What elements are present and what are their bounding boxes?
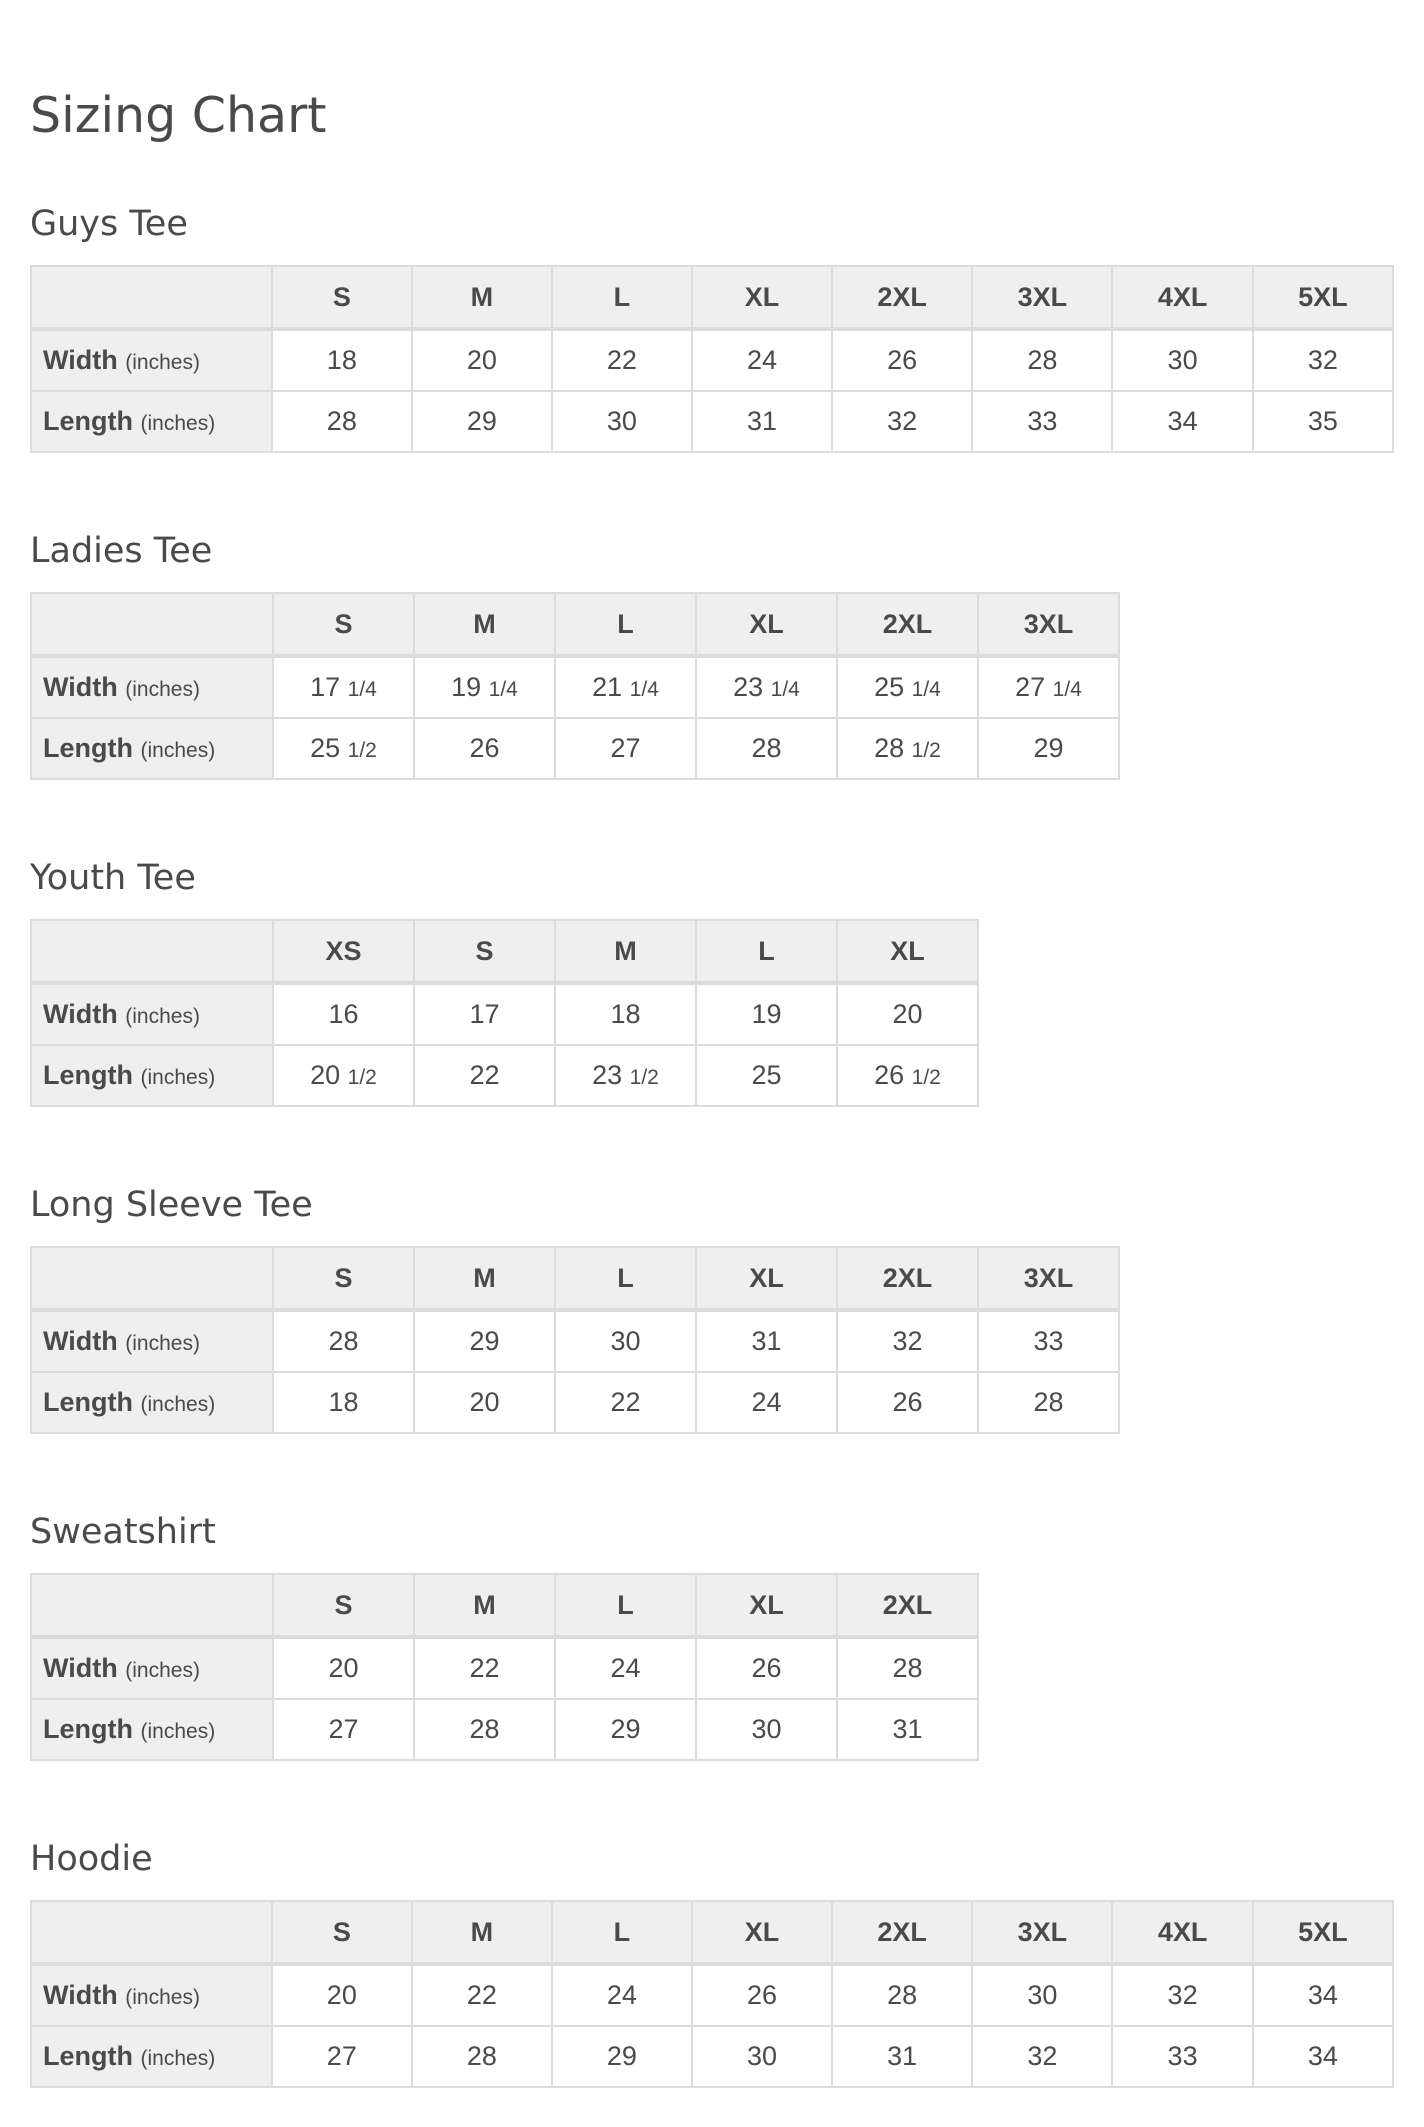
section-title: Guys Tee xyxy=(30,204,188,244)
size-header: L xyxy=(696,920,837,983)
measurement-cell xyxy=(692,1964,832,2026)
measurement-whole: 32 xyxy=(1027,2041,1058,2071)
size-table-long-sleeve-tee xyxy=(30,1246,1120,1434)
measurement-whole: 31 xyxy=(746,406,777,436)
measurement-whole: 29 xyxy=(1033,733,1064,763)
section-hoodie xyxy=(30,1838,1394,2088)
section-guys-tee xyxy=(30,203,1394,453)
measurement-cell xyxy=(696,983,837,1045)
measurement-whole: 23 xyxy=(733,672,764,702)
measurement-fraction: 1/2 xyxy=(347,1066,377,1089)
measurement-cell xyxy=(696,718,837,779)
measurement-whole: 27 xyxy=(610,733,641,763)
row-label-name: Width xyxy=(43,672,118,702)
measurement-whole: 25 xyxy=(751,1060,782,1090)
measurement-cell xyxy=(692,329,832,391)
measurement-fraction: 1/2 xyxy=(911,1066,941,1089)
size-header: S xyxy=(273,593,414,656)
measurement-whole: 26 xyxy=(751,1653,782,1683)
measurement-cell xyxy=(978,1372,1119,1433)
size-header: M xyxy=(414,1247,555,1310)
table-row-length xyxy=(31,1699,978,1760)
measurement-cell xyxy=(696,1372,837,1433)
measurement-whole: 28 xyxy=(1033,1387,1064,1417)
size-table-sweatshirt xyxy=(30,1573,979,1761)
row-label-unit: (inches) xyxy=(125,1659,200,1682)
measurement-fraction: 1/2 xyxy=(347,739,377,762)
measurement-cell xyxy=(555,1045,696,1106)
measurement-whole: 25 xyxy=(874,672,905,702)
size-header: 5XL xyxy=(1253,266,1393,329)
measurement-cell xyxy=(273,1372,414,1433)
row-label-unit: (inches) xyxy=(140,412,216,435)
row-label xyxy=(31,983,273,1045)
measurement-whole: 31 xyxy=(751,1326,782,1356)
table-row-width xyxy=(31,656,1119,718)
measurement-cell xyxy=(555,1372,696,1433)
row-label xyxy=(31,1372,273,1433)
size-header: XL xyxy=(692,266,832,329)
size-header: 3XL xyxy=(972,266,1112,329)
size-table-ladies-tee xyxy=(30,592,1120,780)
size-header: S xyxy=(414,920,555,983)
measurement-whole: 18 xyxy=(610,999,641,1029)
measurement-whole: 33 xyxy=(1027,406,1058,436)
measurement-whole: 31 xyxy=(887,2041,918,2071)
row-label-unit: (inches) xyxy=(125,1005,200,1028)
measurement-whole: 22 xyxy=(469,1060,500,1090)
measurement-whole: 24 xyxy=(606,1980,637,2010)
section-title: Hoodie xyxy=(30,1839,153,1879)
row-label xyxy=(31,1310,273,1372)
measurement-cell xyxy=(1112,329,1252,391)
measurement-cell xyxy=(837,983,978,1045)
measurement-whole: 29 xyxy=(466,406,497,436)
section-long-sleeve-tee xyxy=(30,1184,1394,1434)
size-header: XL xyxy=(696,1247,837,1310)
measurement-cell xyxy=(832,1964,972,2026)
measurement-whole: 28 xyxy=(469,1714,500,1744)
row-label xyxy=(31,1637,273,1699)
row-label-unit: (inches) xyxy=(140,739,216,762)
measurement-cell xyxy=(696,1310,837,1372)
page-title: Sizing Chart xyxy=(30,87,327,144)
measurement-whole: 35 xyxy=(1307,406,1338,436)
measurement-whole: 30 xyxy=(1027,1980,1058,2010)
size-header: 3XL xyxy=(972,1901,1112,1964)
header-corner-cell xyxy=(31,1901,272,1964)
measurement-cell xyxy=(412,391,552,452)
size-header: S xyxy=(273,1574,414,1637)
measurement-cell xyxy=(837,656,978,718)
row-label xyxy=(31,656,273,718)
measurement-cell xyxy=(837,1637,978,1699)
row-label-unit: (inches) xyxy=(140,2047,216,2070)
measurement-whole: 33 xyxy=(1167,2041,1198,2071)
measurement-whole: 20 xyxy=(469,1387,500,1417)
size-header: 2XL xyxy=(837,1574,978,1637)
measurement-whole: 26 xyxy=(874,1060,905,1090)
row-label xyxy=(31,718,273,779)
measurement-cell xyxy=(414,1045,555,1106)
measurement-whole: 19 xyxy=(451,672,482,702)
measurement-whole: 34 xyxy=(1167,406,1198,436)
measurement-whole: 28 xyxy=(466,2041,497,2071)
header-corner-cell xyxy=(31,593,273,656)
measurement-whole: 25 xyxy=(310,733,341,763)
section-sweatshirt xyxy=(30,1511,1394,1761)
size-header: 3XL xyxy=(978,593,1119,656)
measurement-cell xyxy=(273,656,414,718)
measurement-cell xyxy=(273,1637,414,1699)
measurement-fraction: 1/4 xyxy=(347,678,377,701)
measurement-fraction: 1/2 xyxy=(911,739,941,762)
size-header: 3XL xyxy=(978,1247,1119,1310)
size-header: L xyxy=(555,1247,696,1310)
measurement-cell xyxy=(692,391,832,452)
header-row xyxy=(31,920,978,983)
size-header: XS xyxy=(273,920,414,983)
measurement-whole: 20 xyxy=(328,1653,359,1683)
size-table-hoodie xyxy=(30,1900,1394,2088)
measurement-cell xyxy=(1112,1964,1252,2026)
measurement-whole: 34 xyxy=(1307,2041,1338,2071)
table-row-length xyxy=(31,1045,978,1106)
table-row-length xyxy=(31,2026,1393,2087)
header-corner-cell xyxy=(31,266,272,329)
measurement-whole: 20 xyxy=(326,1980,357,2010)
measurement-whole: 30 xyxy=(606,406,637,436)
measurement-whole: 27 xyxy=(1015,672,1046,702)
measurement-whole: 22 xyxy=(606,345,637,375)
measurement-whole: 24 xyxy=(746,345,777,375)
measurement-cell xyxy=(273,1699,414,1760)
measurement-cell xyxy=(837,1372,978,1433)
measurement-cell xyxy=(832,391,972,452)
measurement-cell xyxy=(412,1964,552,2026)
measurement-cell xyxy=(414,656,555,718)
measurement-cell xyxy=(696,656,837,718)
row-label-unit: (inches) xyxy=(140,1720,216,1743)
measurement-cell xyxy=(273,1310,414,1372)
measurement-cell xyxy=(978,656,1119,718)
measurement-fraction: 1/4 xyxy=(488,678,518,701)
measurement-whole: 32 xyxy=(887,406,918,436)
section-title: Long Sleeve Tee xyxy=(30,1185,313,1225)
section-title: Sweatshirt xyxy=(30,1512,216,1552)
row-label xyxy=(31,1964,272,2026)
measurement-fraction: 1/4 xyxy=(629,678,659,701)
measurement-whole: 19 xyxy=(751,999,782,1029)
size-header: M xyxy=(555,920,696,983)
header-row xyxy=(31,593,1119,656)
size-header: S xyxy=(272,266,412,329)
size-header: M xyxy=(412,266,552,329)
row-label xyxy=(31,1045,273,1106)
measurement-cell xyxy=(414,1637,555,1699)
row-label-name: Length xyxy=(43,1387,133,1417)
measurement-whole: 34 xyxy=(1307,1980,1338,2010)
measurement-cell xyxy=(555,1637,696,1699)
measurement-cell xyxy=(552,329,692,391)
header-corner-cell xyxy=(31,1574,273,1637)
measurement-whole: 30 xyxy=(1167,345,1198,375)
measurement-fraction: 1/4 xyxy=(770,678,800,701)
size-header: 4XL xyxy=(1112,1901,1252,1964)
section-title: Youth Tee xyxy=(30,858,196,898)
measurement-cell xyxy=(978,1310,1119,1372)
measurement-whole: 28 xyxy=(751,733,782,763)
row-label-unit: (inches) xyxy=(140,1066,216,1089)
measurement-cell xyxy=(272,329,412,391)
measurement-whole: 30 xyxy=(610,1326,641,1356)
measurement-cell xyxy=(414,718,555,779)
measurement-whole: 26 xyxy=(887,345,918,375)
row-label-unit: (inches) xyxy=(125,678,200,701)
measurement-whole: 29 xyxy=(469,1326,500,1356)
size-header: L xyxy=(552,1901,692,1964)
size-header: S xyxy=(272,1901,412,1964)
header-row xyxy=(31,1574,978,1637)
measurement-whole: 32 xyxy=(892,1326,923,1356)
measurement-whole: 28 xyxy=(326,406,357,436)
header-row xyxy=(31,1247,1119,1310)
measurement-cell xyxy=(837,1045,978,1106)
measurement-fraction: 1/2 xyxy=(629,1066,659,1089)
measurement-cell xyxy=(972,329,1112,391)
row-label-unit: (inches) xyxy=(140,1393,216,1416)
measurement-whole: 28 xyxy=(1027,345,1058,375)
measurement-cell xyxy=(692,2026,832,2087)
measurement-cell xyxy=(832,2026,972,2087)
measurement-whole: 28 xyxy=(892,1653,923,1683)
measurement-whole: 26 xyxy=(469,733,500,763)
measurement-whole: 27 xyxy=(328,1714,359,1744)
measurement-whole: 21 xyxy=(592,672,623,702)
measurement-whole: 32 xyxy=(1167,1980,1198,2010)
measurement-cell xyxy=(972,391,1112,452)
table-row-length xyxy=(31,718,1119,779)
size-header: L xyxy=(555,593,696,656)
measurement-cell xyxy=(696,1045,837,1106)
size-header: M xyxy=(414,593,555,656)
measurement-cell xyxy=(272,391,412,452)
row-label-name: Width xyxy=(43,1653,118,1683)
header-row xyxy=(31,1901,1393,1964)
measurement-cell xyxy=(552,2026,692,2087)
size-header: M xyxy=(412,1901,552,1964)
size-header: XL xyxy=(692,1901,832,1964)
measurement-cell xyxy=(414,1699,555,1760)
measurement-whole: 27 xyxy=(326,2041,357,2071)
measurement-whole: 28 xyxy=(887,1980,918,2010)
size-header: L xyxy=(552,266,692,329)
size-header: L xyxy=(555,1574,696,1637)
size-header: 4XL xyxy=(1112,266,1252,329)
measurement-cell xyxy=(1253,329,1393,391)
row-label-name: Length xyxy=(43,406,133,436)
measurement-cell xyxy=(555,718,696,779)
measurement-whole: 31 xyxy=(892,1714,923,1744)
measurement-cell xyxy=(552,1964,692,2026)
measurement-cell xyxy=(972,2026,1112,2087)
row-label-name: Width xyxy=(43,1326,118,1356)
measurement-cell xyxy=(272,2026,412,2087)
row-label xyxy=(31,1699,273,1760)
measurement-cell xyxy=(552,391,692,452)
measurement-whole: 22 xyxy=(469,1653,500,1683)
measurement-cell xyxy=(837,1699,978,1760)
size-header: XL xyxy=(696,593,837,656)
measurement-whole: 20 xyxy=(466,345,497,375)
measurement-whole: 26 xyxy=(892,1387,923,1417)
table-row-width xyxy=(31,1637,978,1699)
row-label-unit: (inches) xyxy=(125,1986,200,2009)
measurement-cell xyxy=(555,656,696,718)
size-header: S xyxy=(273,1247,414,1310)
section-title: Ladies Tee xyxy=(30,531,213,571)
measurement-whole: 28 xyxy=(328,1326,359,1356)
measurement-cell xyxy=(696,1637,837,1699)
row-label-name: Length xyxy=(43,1714,133,1744)
section-ladies-tee xyxy=(30,530,1394,780)
measurement-cell xyxy=(555,983,696,1045)
size-header: XL xyxy=(696,1574,837,1637)
measurement-whole: 23 xyxy=(592,1060,623,1090)
measurement-cell xyxy=(978,718,1119,779)
size-header: 2XL xyxy=(832,266,972,329)
row-label xyxy=(31,391,272,452)
measurement-cell xyxy=(414,1310,555,1372)
measurement-cell xyxy=(696,1699,837,1760)
measurement-whole: 30 xyxy=(746,2041,777,2071)
size-header: 2XL xyxy=(837,593,978,656)
measurement-whole: 20 xyxy=(892,999,923,1029)
measurement-cell xyxy=(412,329,552,391)
row-label-name: Length xyxy=(43,2041,133,2071)
measurement-whole: 16 xyxy=(328,999,359,1029)
row-label-name: Length xyxy=(43,733,133,763)
measurement-cell xyxy=(1253,391,1393,452)
header-row xyxy=(31,266,1393,329)
size-header: 2XL xyxy=(837,1247,978,1310)
row-label-unit: (inches) xyxy=(125,1332,200,1355)
measurement-cell xyxy=(273,1045,414,1106)
measurement-cell xyxy=(837,718,978,779)
measurement-cell xyxy=(972,1964,1112,2026)
measurement-whole: 17 xyxy=(469,999,500,1029)
measurement-whole: 24 xyxy=(610,1653,641,1683)
measurement-whole: 26 xyxy=(746,1980,777,2010)
measurement-whole: 22 xyxy=(466,1980,497,2010)
row-label-unit: (inches) xyxy=(125,351,200,374)
size-header: 2XL xyxy=(832,1901,972,1964)
table-row-width xyxy=(31,983,978,1045)
measurement-whole: 33 xyxy=(1033,1326,1064,1356)
measurement-fraction: 1/4 xyxy=(1052,678,1082,701)
row-label xyxy=(31,329,272,391)
header-corner-cell xyxy=(31,920,273,983)
table-row-length xyxy=(31,1372,1119,1433)
measurement-whole: 22 xyxy=(610,1387,641,1417)
measurement-cell xyxy=(414,983,555,1045)
table-row-width xyxy=(31,1310,1119,1372)
row-label-name: Width xyxy=(43,999,118,1029)
section-youth-tee xyxy=(30,857,1394,1107)
measurement-whole: 32 xyxy=(1307,345,1338,375)
measurement-fraction: 1/4 xyxy=(911,678,941,701)
row-label xyxy=(31,2026,272,2087)
size-table-guys-tee xyxy=(30,265,1394,453)
measurement-whole: 18 xyxy=(328,1387,359,1417)
measurement-cell xyxy=(555,1310,696,1372)
sections-container xyxy=(30,203,1394,2088)
measurement-cell xyxy=(837,1310,978,1372)
measurement-cell xyxy=(832,329,972,391)
row-label-name: Length xyxy=(43,1060,133,1090)
measurement-cell xyxy=(1253,2026,1393,2087)
row-label-name: Width xyxy=(43,345,118,375)
measurement-cell xyxy=(272,1964,412,2026)
table-row-width xyxy=(31,329,1393,391)
measurement-cell xyxy=(412,2026,552,2087)
measurement-whole: 29 xyxy=(606,2041,637,2071)
table-row-width xyxy=(31,1964,1393,2026)
measurement-whole: 24 xyxy=(751,1387,782,1417)
size-header: XL xyxy=(837,920,978,983)
measurement-cell xyxy=(414,1372,555,1433)
measurement-cell xyxy=(273,983,414,1045)
measurement-cell xyxy=(1112,391,1252,452)
size-table-youth-tee xyxy=(30,919,979,1107)
size-header: 5XL xyxy=(1253,1901,1393,1964)
measurement-cell xyxy=(555,1699,696,1760)
measurement-cell xyxy=(1112,2026,1252,2087)
measurement-cell xyxy=(1253,1964,1393,2026)
table-row-length xyxy=(31,391,1393,452)
measurement-whole: 18 xyxy=(326,345,357,375)
measurement-whole: 28 xyxy=(874,733,905,763)
measurement-whole: 20 xyxy=(310,1060,341,1090)
row-label-name: Width xyxy=(43,1980,118,2010)
header-corner-cell xyxy=(31,1247,273,1310)
size-header: M xyxy=(414,1574,555,1637)
measurement-cell xyxy=(273,718,414,779)
measurement-whole: 17 xyxy=(310,672,341,702)
measurement-whole: 30 xyxy=(751,1714,782,1744)
measurement-whole: 29 xyxy=(610,1714,641,1744)
